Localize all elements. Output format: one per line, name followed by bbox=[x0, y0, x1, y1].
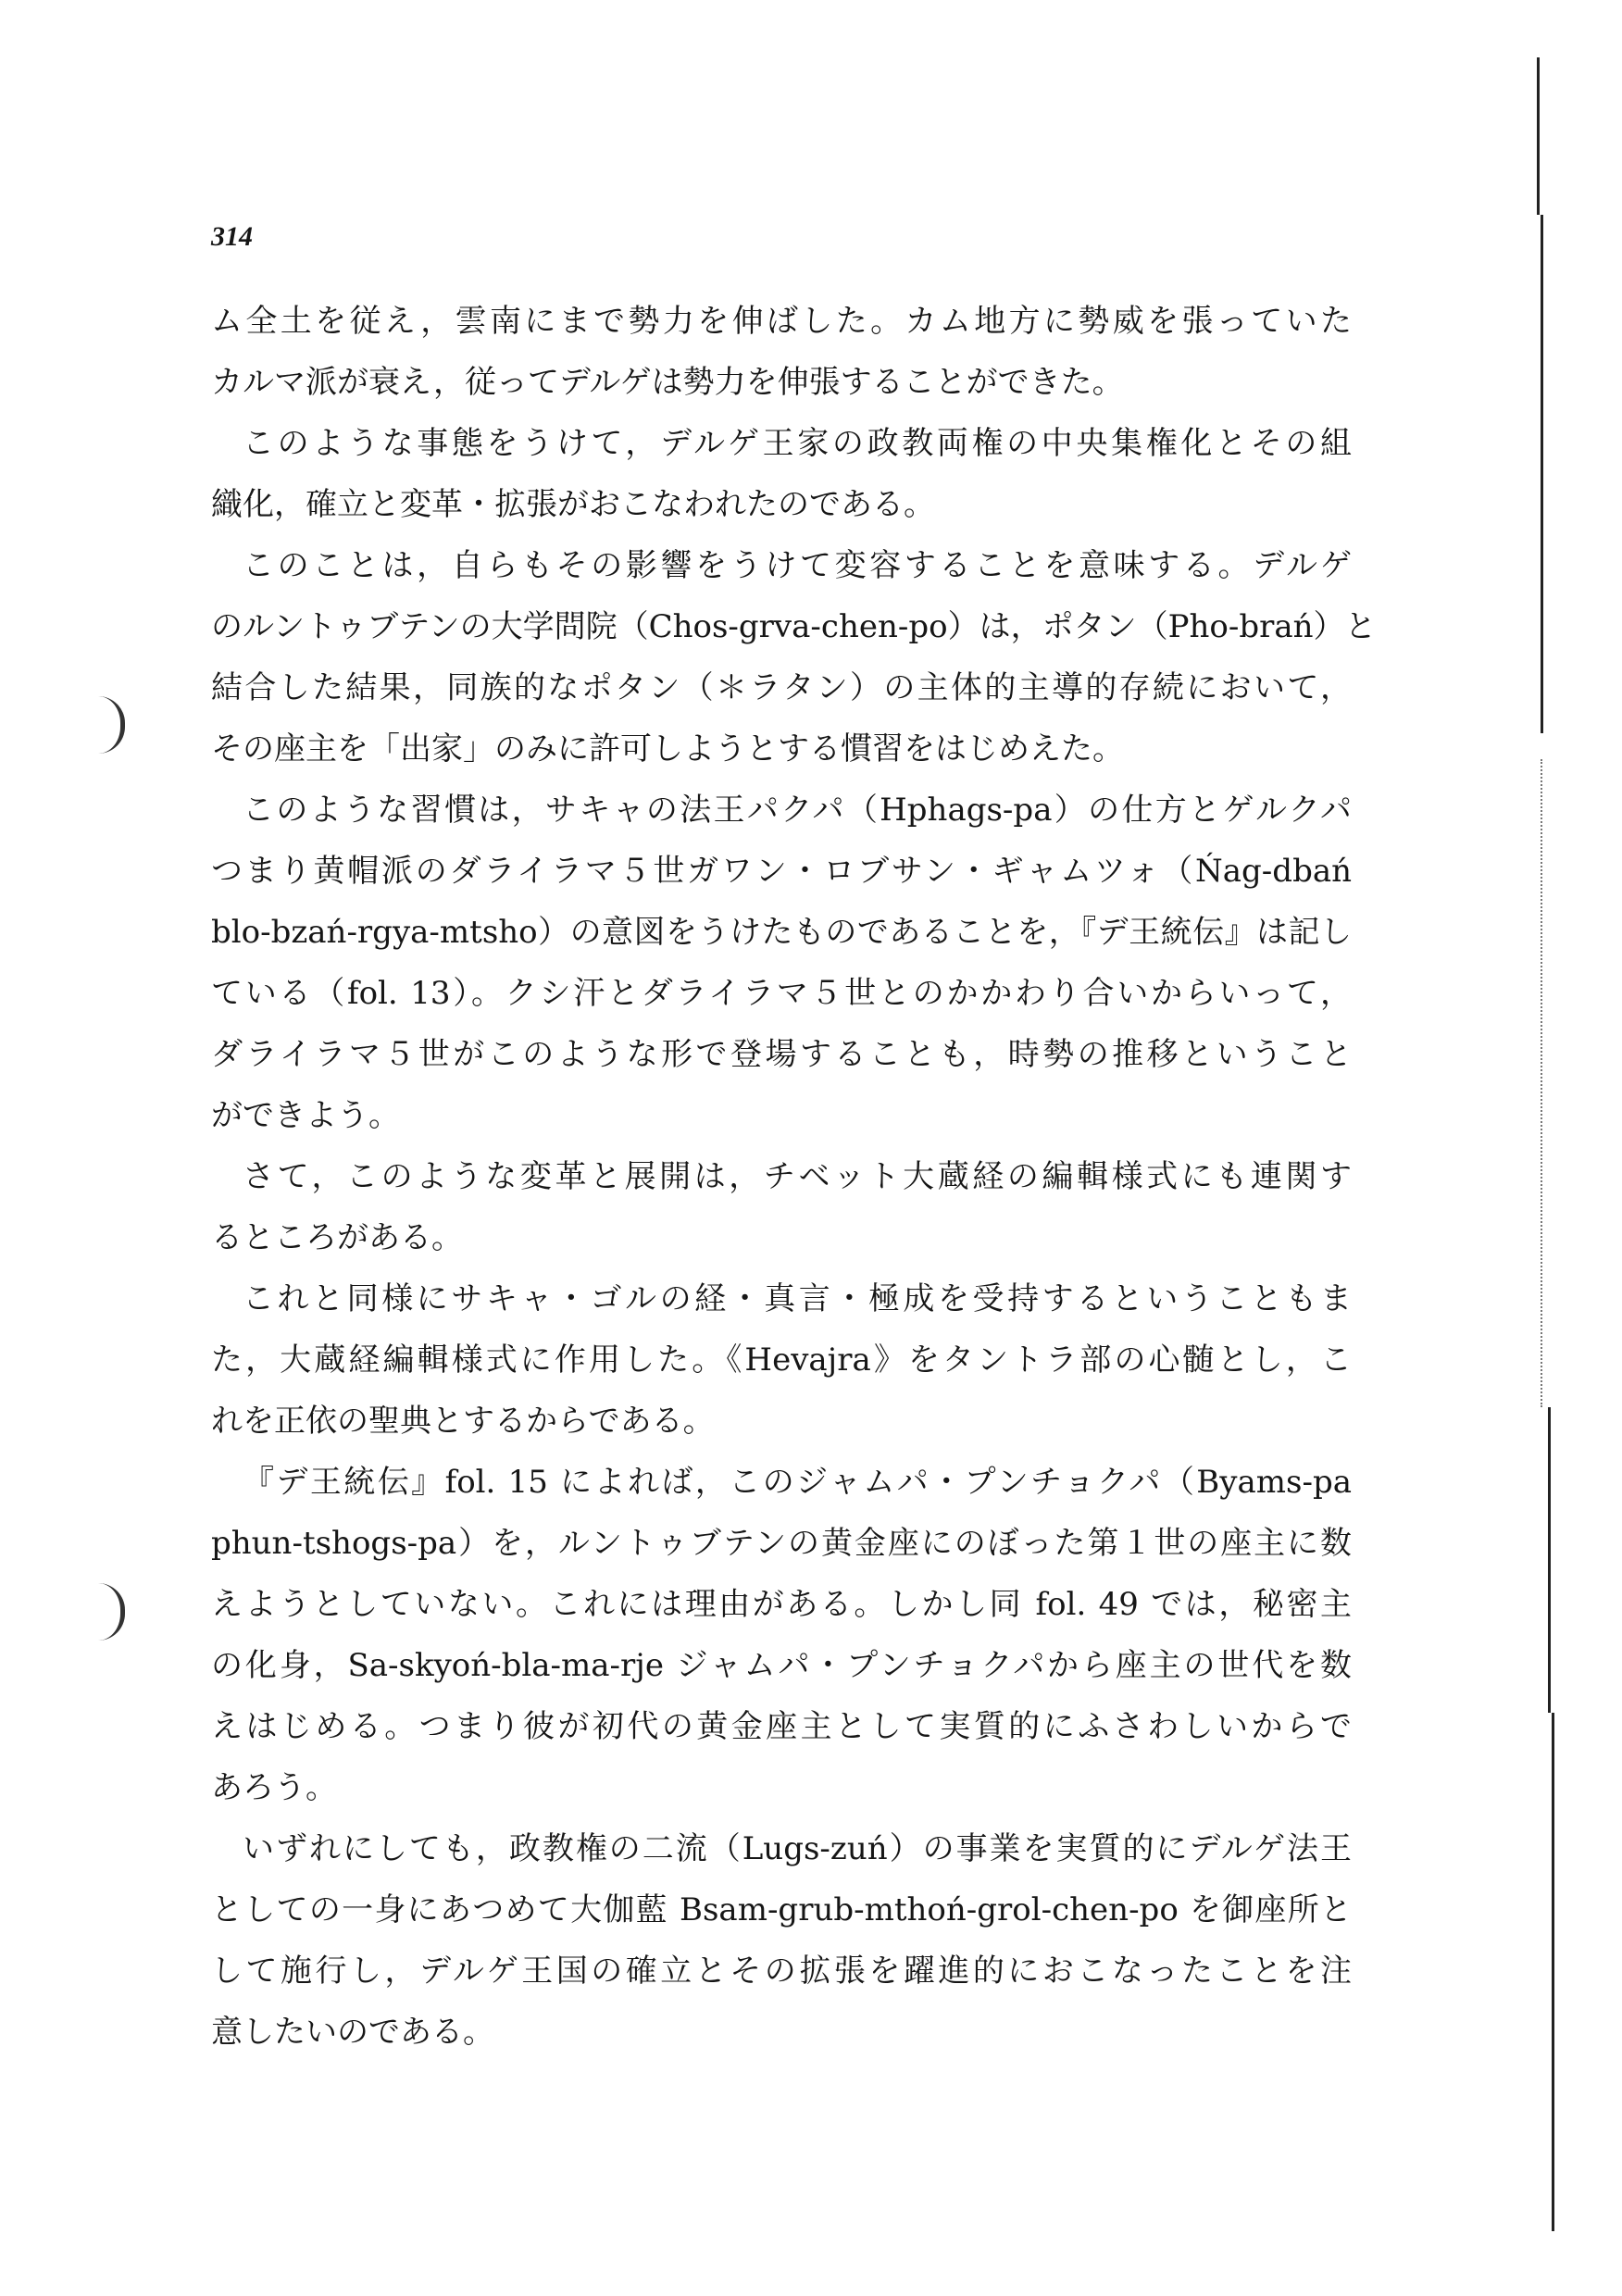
text-line: phun-tshogs-pa）を，ルントゥブテンの黄金座にのぼった第１世の座主に数 bbox=[211, 1525, 1352, 1562]
text-line: 織化，確立と変革・拡張がおこなわれたのである。 bbox=[211, 486, 935, 523]
text-line: いずれにしても，政教権の二流（Lugs-zuń）の事業を実質的にデルゲ法王 bbox=[243, 1830, 1352, 1867]
text-line: このことは，自らもその影響をうけて変容することを意味する。デルゲ bbox=[243, 547, 1352, 584]
text-line: つまり黄帽派のダライラマ５世ガワン・ロブサン・ギャムツォ（Ńag-dbań bbox=[211, 853, 1352, 890]
text-line: 結合した結果，同族的なポタン（＊ラタン）の主体的主導的存続において， bbox=[211, 669, 1352, 706]
margin-rule bbox=[1541, 215, 1543, 733]
binding-mark bbox=[98, 696, 125, 754]
text-line: えようとしていない。これには理由がある。しかし同 fol. 49 では，秘密主 bbox=[211, 1586, 1352, 1623]
text-line: その座主を「出家」のみに許可しようとする慣習をはじめえた。 bbox=[211, 730, 1124, 767]
text-line: これと同様にサキャ・ゴルの経・真言・極成を受持するということもま bbox=[243, 1280, 1352, 1317]
text-line: カルマ派が衰え，従ってデルゲは勢力を伸張することができた。 bbox=[211, 364, 1124, 401]
text-line: るところがある。 bbox=[211, 1219, 463, 1256]
binding-mark bbox=[98, 1583, 125, 1641]
text-line: 意したいのである。 bbox=[211, 2014, 494, 2051]
margin-rule bbox=[1537, 57, 1540, 215]
margin-rule bbox=[1541, 759, 1542, 1407]
margin-rule bbox=[1552, 1713, 1554, 2231]
text-line: れを正依の聖典とするからである。 bbox=[211, 1403, 715, 1440]
text-line: ダライラマ５世がこのような形で登場することも，時勢の推移ということ bbox=[211, 1036, 1352, 1073]
text-line: ム全土を従え，雲南にまで勢力を伸ばした。カム地方に勢威を張っていた bbox=[211, 303, 1352, 340]
text-line: あろう。 bbox=[211, 1769, 337, 1806]
text-line: blo-bzań-rgya-mtsho）の意図をうけたものであることを，『デ王統伝』は記し bbox=[211, 914, 1352, 951]
text-line: の化身，Sa-skyoń-bla-ma-rje ジャムパ・プンチョクパから座主の世代を数 bbox=[211, 1647, 1352, 1684]
text-line: このような習慣は，サキャの法王パクパ（Hphags-pa）の仕方とゲルクパ bbox=[243, 792, 1352, 829]
text-line: としての一身にあつめて大伽藍 Bsam-grub-mthoń-grol-chen-po を御座所と bbox=[211, 1891, 1352, 1928]
text-line: 『デ王統伝』fol. 15 によれば，このジャムパ・プンチョクパ（Byams-pa bbox=[243, 1464, 1352, 1501]
text-line: ている（fol. 13）。クシ汗とダライラマ５世とのかかわり合いからいって， bbox=[211, 975, 1352, 1012]
text-line: さて，このような変革と展開は，チベット大蔵経の編輯様式にも連関す bbox=[243, 1158, 1352, 1195]
text-line: のルントゥブテンの大学問院（Chos-grva-chen-po）は，ポタン（Pho-brań）と bbox=[211, 608, 1377, 645]
page-number: 314 bbox=[211, 221, 253, 252]
text-line: このような事態をうけて，デルゲ王家の政教両権の中央集権化とその組 bbox=[243, 425, 1352, 462]
text-line: えはじめる。つまり彼が初代の黄金座主として実質的にふさわしいからで bbox=[211, 1708, 1352, 1745]
text-line: して施行し，デルゲ王国の確立とその拡張を躍進的におこなったことを注 bbox=[211, 1953, 1352, 1990]
text-line: ができよう。 bbox=[211, 1097, 400, 1134]
text-line: た，大蔵経編輯様式に作用した。《Hevajra》をタントラ部の心髄とし，こ bbox=[211, 1341, 1352, 1379]
margin-rule bbox=[1548, 1407, 1551, 1713]
